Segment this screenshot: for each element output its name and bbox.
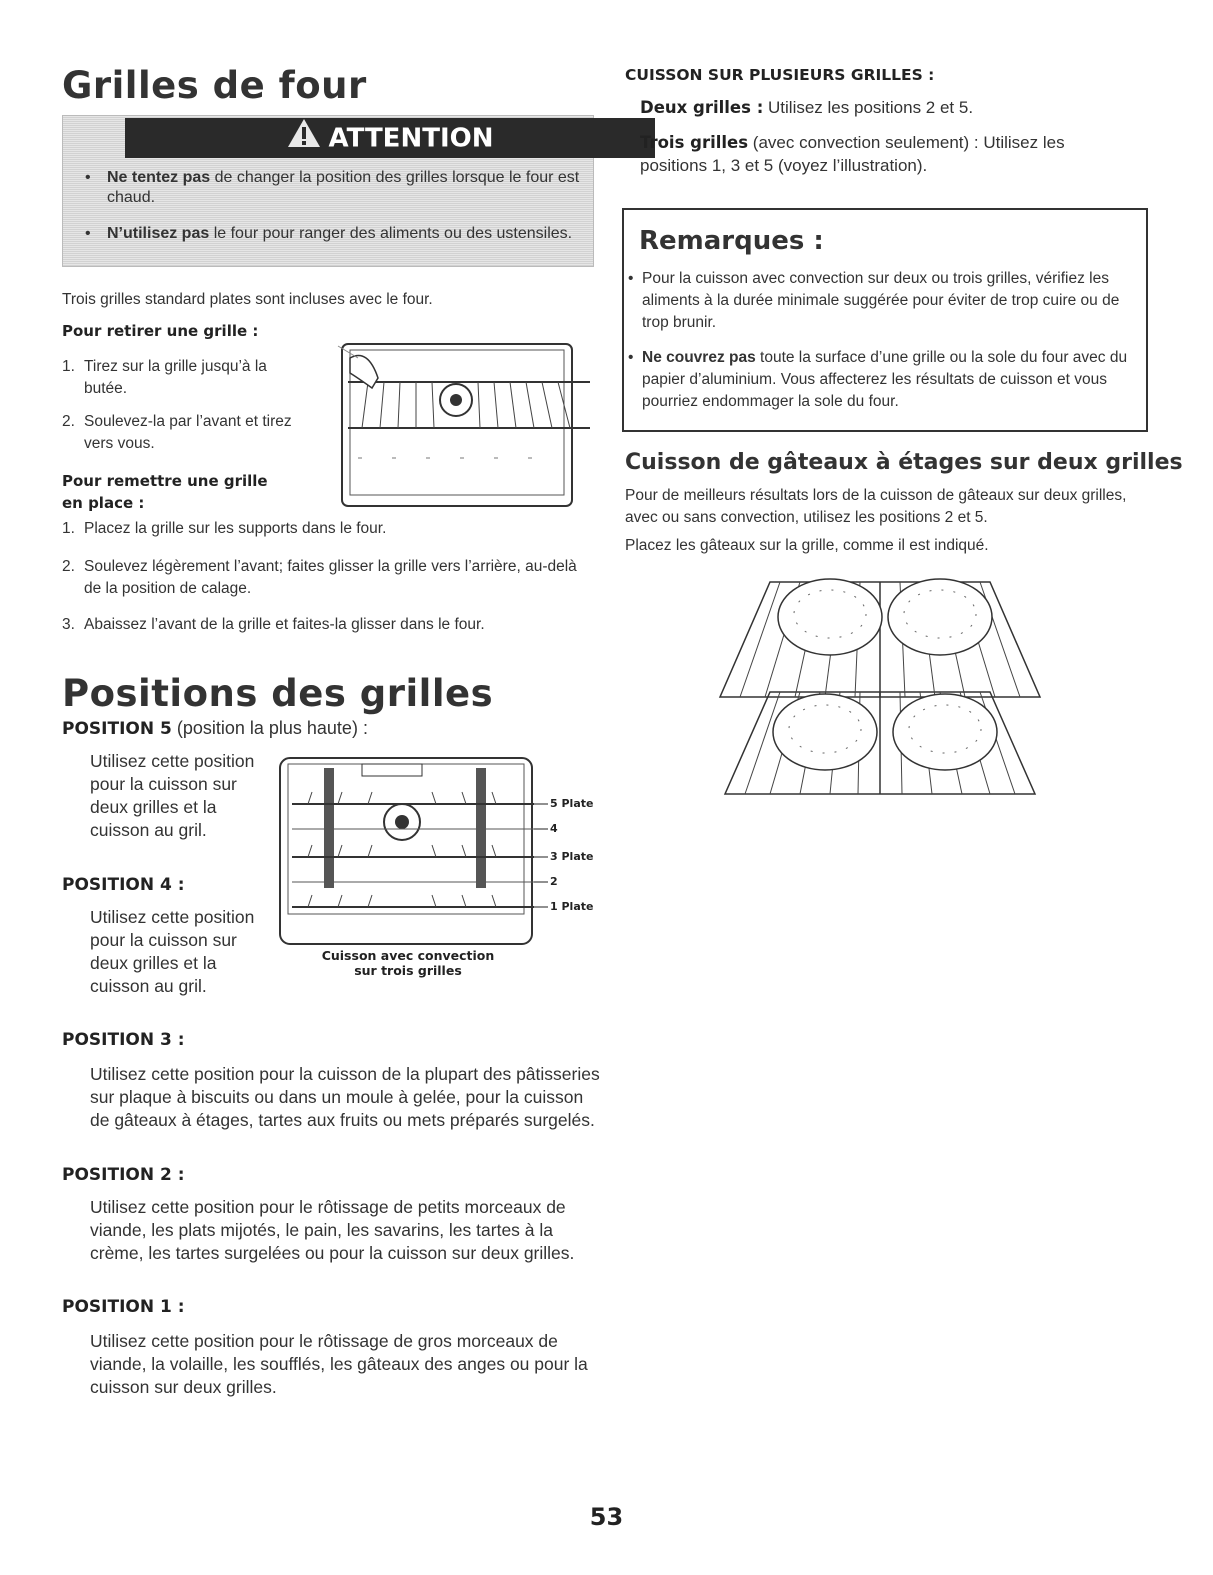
attention-heading: ATTENTION [328, 123, 494, 154]
attention-item: • N’utilisez pas le four pour ranger des aliments ou des ustensiles. [85, 225, 573, 242]
rack-label-4: 4 [550, 822, 558, 835]
cake-section-title: Cuisson de gâteaux à étages sur deux grilles [625, 450, 1183, 475]
replace-heading: Pour remettre une grille en place : [62, 472, 268, 512]
position-5-heading: POSITION 5 (position la plus haute) : [62, 718, 368, 739]
attention-header [125, 118, 655, 158]
rack-label-1: 1 Plate [550, 900, 594, 913]
attention-text: de changer la position des grilles lorsque le four est chaud. [107, 169, 580, 206]
cakes-on-racks-illustration [710, 572, 1050, 802]
notes-title: Remarques : [639, 226, 824, 256]
figure-caption: Cuisson avec convection sur trois grilles [321, 948, 495, 978]
rack-label-3: 3 Plate [550, 850, 594, 863]
attention-bold: N’utilisez pas [107, 225, 210, 242]
intro-text: Trois grilles standard plates sont incluses avec le four. [62, 291, 433, 308]
notes-item: • Ne couvrez pas toute la surface d’une grille ou la sole du four avec du papier d’aluminium. Vous affecterez les résultats de cuisson et vous pourriez endommager la sole du four. [628, 349, 1128, 410]
remove-step: 2. Soulevez-la par l’avant et tirez vers vous. [62, 413, 292, 452]
two-racks-line: Deux grilles : Utilisez les positions 2 et 5. [640, 98, 974, 117]
cake-paragraph-1: Pour de meilleurs résultats lors de la cuisson de gâteaux sur deux grilles, avec ou sans convection, utilisez les positions 2 et 5. [625, 487, 1127, 526]
replace-step: 2. Soulevez légèrement l’avant; faites glisser la grille vers l’arrière, au-delà de la position de calage. [62, 558, 577, 597]
position-2-heading: POSITION 2 : [62, 1165, 185, 1185]
attention-box [62, 115, 594, 267]
three-racks-line: Trois grilles (avec convection seulement) : Utilisez les positions 1, 3 et 5 (voyez l’illustration). [640, 133, 1065, 175]
position-4-heading: POSITION 4 : [62, 875, 185, 895]
position-3-text: Utilisez cette position pour la cuisson de la plupart des pâtisseries sur plaque à biscuits ou dans un moule à gelée, pour la cuisson de gâteaux à étages, tartes aux fruits ou mets préparés surgelés. [90, 1064, 600, 1130]
notes-item: • Pour la cuisson avec convection sur deux ou trois grilles, vérifiez les aliments à la durée minimale suggérée pour éviter de trop cuire ou de trop brunir. [628, 270, 1120, 331]
remove-heading: Pour retirer une grille : [62, 322, 259, 340]
section-title-positions: Positions des grilles [62, 672, 494, 715]
oven-rack-illustration [328, 338, 593, 513]
section-title-grilles: Grilles de four [62, 64, 367, 107]
position-4-text: Utilisez cette position pour la cuisson sur deux grilles et la cuisson au gril. [90, 907, 255, 996]
position-1-heading: POSITION 1 : [62, 1297, 185, 1317]
attention-bold: Ne tentez pas [107, 169, 211, 186]
rack-label-2: 2 [550, 875, 558, 888]
remove-step: 1. Tirez sur la grille jusqu’à la butée. [62, 358, 267, 397]
warning-icon [287, 118, 321, 160]
position-2-text: Utilisez cette position pour le rôtissage de petits morceaux de viande, les plats mijotés, le pain, les savarins, les tartes à la crème, les tartes surgelées ou pour la cuisson sur deux grilles. [90, 1197, 575, 1263]
cake-paragraph-2: Placez les gâteaux sur la grille, comme il est indiqué. [625, 537, 989, 554]
replace-step: 1. Placez la grille sur les supports dans le four. [62, 520, 387, 537]
attention-text: le four pour ranger des aliments ou des ustensiles. [209, 225, 573, 242]
position-1-text: Utilisez cette position pour le rôtissage de gros morceaux de viande, la volaille, les soufflés, les gâteaux des anges ou pour la cuisson sur deux grilles. [90, 1331, 588, 1397]
multi-rack-heading: CUISSON SUR PLUSIEURS GRILLES : [625, 66, 935, 84]
position-5-text: Utilisez cette position pour la cuisson sur deux grilles et la cuisson au gril. [90, 751, 255, 840]
attention-item: • Ne tentez pas de changer la position des grilles lorsque le four est chaud. [85, 169, 580, 206]
page-number: 53 [589, 1503, 624, 1531]
replace-step: 3. Abaissez l’avant de la grille et faites-la glisser dans le four. [62, 616, 485, 633]
rack-label-5: 5 Plate [550, 797, 594, 810]
position-3-heading: POSITION 3 : [62, 1030, 185, 1050]
notes-box [622, 208, 1148, 432]
